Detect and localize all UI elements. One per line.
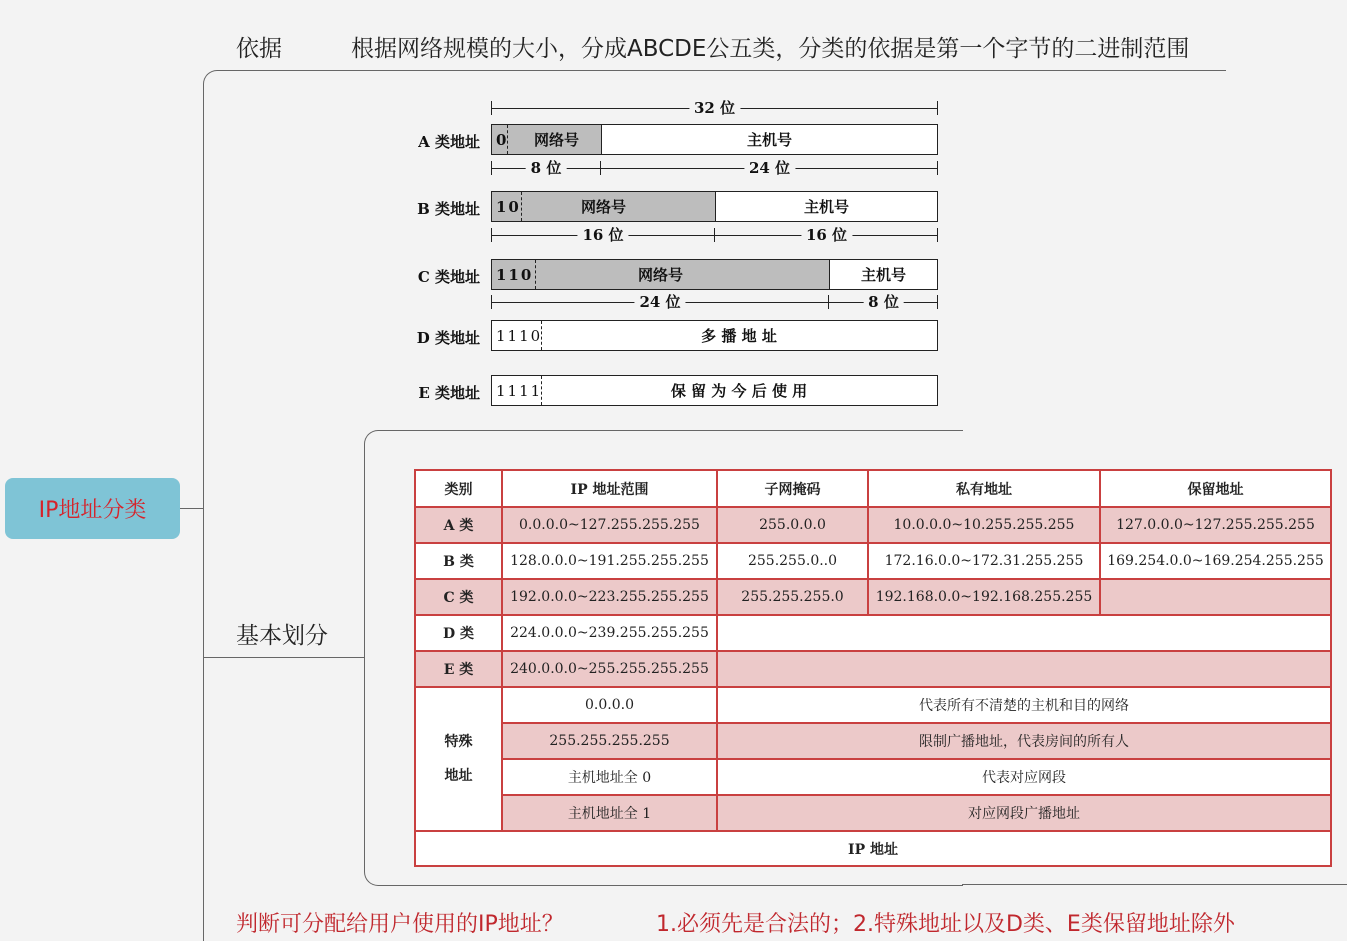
table-row-e-empty bbox=[718, 652, 1330, 688]
table-row-e-category: E 类 bbox=[416, 652, 503, 688]
class-e-body: 保 留 为 今 后 使 用 bbox=[670, 382, 808, 400]
class-a-label: A 类地址 bbox=[418, 133, 480, 151]
table-row-c-category: C 类 bbox=[416, 580, 503, 616]
table-row-c-reserved bbox=[1101, 580, 1330, 616]
class-c-net-dimension: 24 位 bbox=[491, 292, 829, 312]
connector-division-bottom bbox=[962, 884, 1347, 885]
table-footer: IP 地址 bbox=[416, 832, 1330, 865]
table-row-b-mask: 255.255.0..0 bbox=[718, 544, 869, 580]
table-header-reserved: 保留地址 bbox=[1101, 471, 1330, 508]
class-d-prefix: 1110 bbox=[496, 326, 543, 345]
table-special-row-3-address: 主机地址全 0 bbox=[503, 760, 718, 796]
table-header-category: 类别 bbox=[416, 471, 503, 508]
class-c-label: C 类地址 bbox=[417, 268, 480, 286]
table-row-a-private: 10.0.0.0~10.255.255.255 bbox=[869, 508, 1101, 544]
table-row-c-private: 192.168.0.0~192.168.255.255 bbox=[869, 580, 1101, 616]
table-special-row-2-address: 255.255.255.255 bbox=[503, 724, 718, 760]
class-b-host: 主机号 bbox=[803, 198, 849, 216]
class-a-prefix: 0 bbox=[496, 130, 509, 149]
class-e-label: E 类地址 bbox=[418, 384, 480, 402]
table-row-b-private: 172.16.0.0~172.31.255.255 bbox=[869, 544, 1101, 580]
table-header-private: 私有地址 bbox=[869, 471, 1101, 508]
class-d-bar bbox=[491, 320, 938, 351]
table-row-c-range: 192.0.0.0~223.255.255.255 bbox=[503, 580, 718, 616]
connector-root-stub bbox=[180, 508, 204, 509]
class-b-prefix: 10 bbox=[496, 197, 521, 216]
table-row-a-mask: 255.0.0.0 bbox=[718, 508, 869, 544]
class-a-host: 主机号 bbox=[746, 131, 792, 149]
class-c-bar bbox=[491, 259, 938, 290]
class-e-prefix: 1111 bbox=[496, 381, 543, 400]
table-row-b-range: 128.0.0.0~191.255.255.255 bbox=[503, 544, 718, 580]
table-row-a-reserved: 127.0.0.0~127.255.255.255 bbox=[1101, 508, 1330, 544]
basis-label[interactable]: 依据 bbox=[236, 36, 282, 62]
table-row-e-range: 240.0.0.0~255.255.255.255 bbox=[503, 652, 718, 688]
table-special-row-3-meaning: 代表对应网段 bbox=[718, 760, 1330, 796]
class-c-host: 主机号 bbox=[860, 266, 906, 284]
class-a-net-dimension: 8 位 bbox=[491, 158, 601, 178]
class-c-prefix: 110 bbox=[496, 265, 534, 284]
table-special-row-2-meaning: 限制广播地址，代表房间的所有人 bbox=[718, 724, 1330, 760]
class-b-label: B 类地址 bbox=[417, 200, 480, 218]
table-special-row-1-meaning: 代表所有不清楚的主机和目的网络 bbox=[718, 688, 1330, 724]
class-c-host-dimension: 8 位 bbox=[829, 292, 938, 312]
basis-text: 根据网络规模的大小，分成ABCDE公五类，分类的依据是第一个字节的二进制范围 bbox=[351, 36, 1190, 62]
connector-main-trunk bbox=[203, 70, 224, 941]
total-bits-dimension bbox=[491, 98, 938, 118]
table-row-a-range: 0.0.0.0~127.255.255.255 bbox=[503, 508, 718, 544]
question-label[interactable]: 判断可分配给用户使用的IP地址？ bbox=[236, 912, 564, 937]
table-special-row-4-address: 主机地址全 1 bbox=[503, 796, 718, 832]
table-row-d-empty bbox=[718, 616, 1330, 652]
table-row-a-category: A 类 bbox=[416, 508, 503, 544]
total-bits-label: 32 位 bbox=[689, 98, 740, 118]
ip-class-table bbox=[414, 469, 1332, 867]
class-a-host-dimension: 24 位 bbox=[601, 158, 938, 178]
class-b-network: 网络号 bbox=[492, 192, 716, 221]
table-row-d-range: 224.0.0.0~239.255.255.255 bbox=[503, 616, 718, 652]
table-row-d-category: D 类 bbox=[416, 616, 503, 652]
class-d-label: D 类地址 bbox=[416, 329, 480, 347]
table-row-b-reserved: 169.254.0.0~169.254.255.255 bbox=[1101, 544, 1330, 580]
root-node[interactable] bbox=[5, 478, 180, 539]
table-special-label bbox=[416, 688, 503, 832]
question-answer: 1.必须先是合法的；2.特殊地址以及D类、E类保留地址除外 bbox=[656, 912, 1235, 937]
class-b-bar bbox=[491, 191, 938, 222]
class-d-body: 多 播 地 址 bbox=[701, 327, 777, 345]
class-b-net-dimension: 16 位 bbox=[491, 225, 715, 245]
division-label[interactable]: 基本划分 bbox=[236, 623, 328, 649]
class-a-network: 网络号 bbox=[492, 125, 602, 154]
table-special-label-line1: 特殊 bbox=[444, 734, 473, 750]
table-header-subnet-mask: 子网掩码 bbox=[718, 471, 869, 508]
table-special-label-line2: 地址 bbox=[444, 768, 473, 784]
table-header-ip-range: IP 地址范围 bbox=[503, 471, 718, 508]
class-b-host-dimension: 16 位 bbox=[715, 225, 938, 245]
class-c-network: 网络号 bbox=[492, 260, 830, 289]
root-node-label: IP地址分类 bbox=[38, 498, 147, 523]
class-e-bar bbox=[491, 375, 938, 406]
table-special-row-1-address: 0.0.0.0 bbox=[503, 688, 718, 724]
connector-basis-underline bbox=[222, 70, 1226, 71]
class-a-bar bbox=[491, 124, 938, 155]
table-row-b-category: B 类 bbox=[416, 544, 503, 580]
table-special-row-4-meaning: 对应网段广播地址 bbox=[718, 796, 1330, 832]
table-row-c-mask: 255.255.255.0 bbox=[718, 580, 869, 616]
